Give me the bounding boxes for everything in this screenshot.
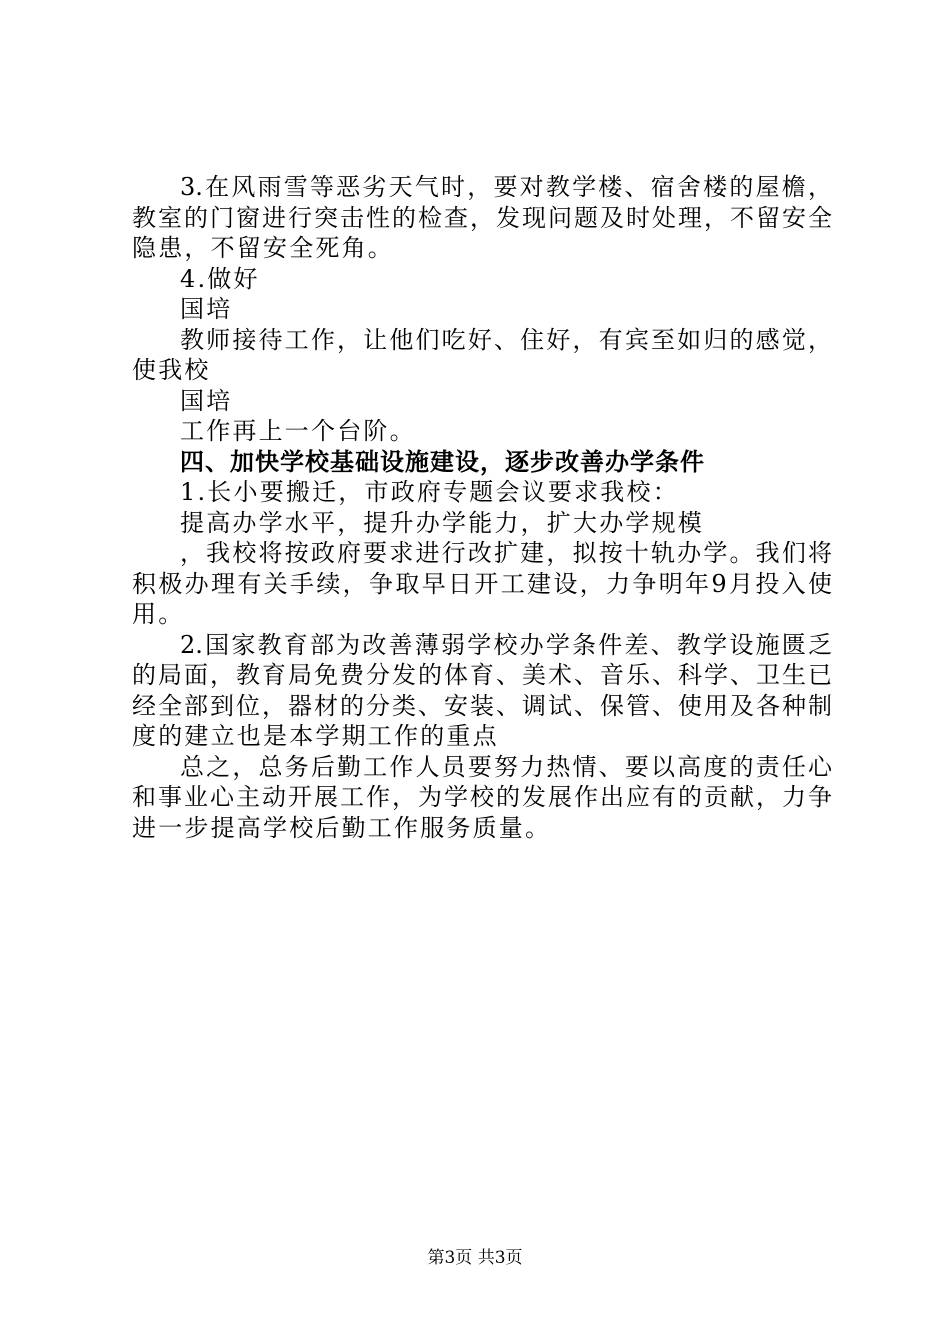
- paragraph-line: 和事业心主动开展工作，为学校的发展作出应有的贡献，力争: [132, 783, 832, 811]
- paragraph-line: 用。: [132, 600, 185, 628]
- document-body: [132, 172, 832, 843]
- paragraph-line: ，我校将按政府要求进行改扩建，拟按十轨办学。我们将: [180, 539, 832, 567]
- paragraph-line: 教师接待工作，让他们吃好、住好，有宾至如归的感觉，: [180, 325, 832, 354]
- paragraph-line: 积极办理有关手续，争取早日开工建设，力争明年9月投入使: [132, 569, 832, 598]
- paragraph-line: 总之，总务后勤工作人员要努力热情、要以高度的责任心: [180, 752, 832, 781]
- paragraph-line: 经全部到位，器材的分类、安装、调试、保管、使用及各种制: [132, 691, 832, 720]
- paragraph-line: 工作再上一个台阶。: [180, 417, 416, 445]
- paragraph-line: 4.做好: [180, 264, 260, 293]
- paragraph-line: 进一步提高学校后勤工作服务质量。: [132, 813, 552, 842]
- page-footer: 第3页 共3页: [427, 1248, 523, 1268]
- paragraph-line: 教室的门窗进行突击性的检查，发现问题及时处理，不留安全: [132, 203, 832, 232]
- paragraph-line: 度的建立也是本学期工作的重点: [132, 722, 499, 750]
- paragraph-line: 使我校: [132, 356, 211, 384]
- paragraph-line: 的局面，教育局免费分发的体育、美术、音乐、科学、卫生已: [132, 661, 832, 689]
- paragraph-line: 1.长小要搬迁，市政府专题会议要求我校：: [180, 478, 679, 506]
- paragraph-line: 国培: [180, 386, 233, 415]
- paragraph-line: 国培: [180, 295, 233, 323]
- paragraph-line: 3.在风雨雪等恶劣天气时，要对教学楼、宿舍楼的屋檐，: [180, 173, 832, 201]
- paragraph-line: 隐患，不留安全死角。: [132, 234, 394, 262]
- paragraph-line: 提高办学水平，提升办学能力，扩大办学规模: [180, 508, 704, 537]
- section-heading: 四、加快学校基础设施建设，逐步改善办学条件: [180, 447, 705, 476]
- paragraph-line: 2.国家教育部为改善薄弱学校办学条件差、教学设施匮乏: [180, 630, 832, 659]
